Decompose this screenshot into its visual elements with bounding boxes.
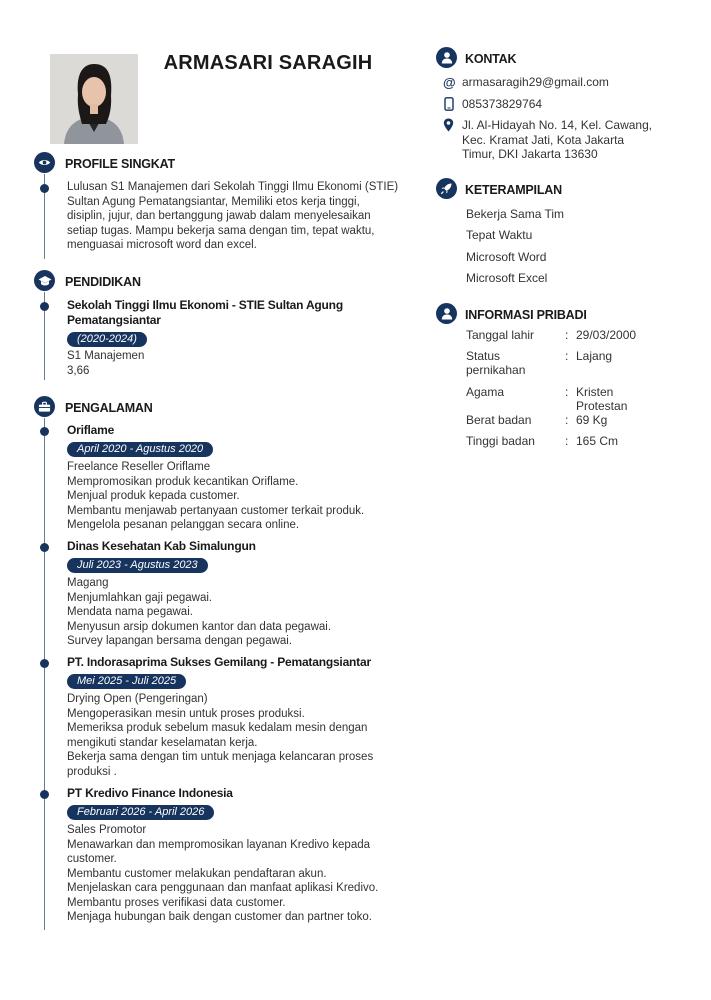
info-value: Lajang xyxy=(576,349,613,363)
resume-name: ARMASARI SARAGIH xyxy=(163,52,373,74)
school-name: Sekolah Tinggi Ilmu Ekonomi - STIE Sultan Agung Pematangsiantar xyxy=(67,298,343,327)
timeline-dot xyxy=(40,659,49,668)
skill-item: Tepat Waktu xyxy=(466,228,533,242)
info-label: Tanggal lahir xyxy=(466,328,535,342)
experience-section-title: PENGALAMAN xyxy=(65,401,153,415)
skill-item: Microsoft Excel xyxy=(466,271,548,285)
education-section-title: PENDIDIKAN xyxy=(65,275,141,289)
location-pin-icon xyxy=(443,118,454,137)
job-company: Oriflame xyxy=(67,423,115,437)
education-period-badge: (2020-2024) xyxy=(67,332,147,347)
education-gpa: 3,66 xyxy=(67,364,90,377)
contact-section-title: KONTAK xyxy=(465,52,517,66)
job-description: Drying Open (Pengeringan) Mengoperasikan mesin untuk proses produksi. Memeriksa produk sebelum masuk kedalam mesin dengan mengikuti standar keselamatan kerja. Bekerja sama dengan tim untuk menjaga kelancaran proses produksi . xyxy=(67,693,374,778)
skill-item: Microsoft Word xyxy=(466,250,547,264)
job-period-badge: Februari 2026 - April 2026 xyxy=(67,805,214,820)
user-icon xyxy=(436,303,457,324)
profile-section-title: PROFILE SINGKAT xyxy=(65,157,175,171)
personal-info-section-title: INFORMASI PRIBADI xyxy=(465,308,587,322)
info-value: Kristen Protestan xyxy=(576,385,628,413)
info-label: Agama xyxy=(466,385,505,399)
at-sign-icon: @ xyxy=(443,75,456,90)
profile-photo xyxy=(50,54,138,144)
contact-email[interactable]: armasaragih29@gmail.com xyxy=(462,75,609,89)
info-colon: : xyxy=(565,328,569,342)
job-period-badge: Juli 2023 - Agustus 2023 xyxy=(67,558,208,573)
skills-section-title: KETERAMPILAN xyxy=(465,183,562,197)
rocket-icon xyxy=(436,178,457,199)
user-icon xyxy=(436,47,457,68)
info-value: 165 Cm xyxy=(576,434,619,448)
summary-line: menguasai microsoft word dan excel. xyxy=(67,239,257,251)
skill-item: Bekerja Sama Tim xyxy=(466,207,565,221)
timeline-dot xyxy=(40,790,49,799)
job-description: Sales Promotor Menawarkan dan mempromosikan layanan Kredivo kepada customer. Membantu customer melakukan pendaftaran akun. Menjelaskan cara penggunaan dan manfaat aplikasi Kredivo. Membantu proses verifikasi data customer. Menjaga hubungan baik dengan customer dan partner toko. xyxy=(67,824,379,923)
job-period-badge: Mei 2025 - Juli 2025 xyxy=(67,674,186,689)
job-description: Freelance Reseller Oriflame Mempromosikan produk kecantikan Oriflame. Menjual produk kepada customer. Membantu menjawab pertanyaan customer terkait produk. Mengelola pesanan pelanggan secara online. xyxy=(67,461,365,531)
summary-line: setiap tugas. Mampu bekerja sama dengan tim, tepat waktu, xyxy=(67,224,375,237)
experience-timeline xyxy=(44,418,45,930)
job-period-badge: April 2020 - Agustus 2020 xyxy=(67,442,213,457)
education-details xyxy=(67,349,144,378)
timeline-dot xyxy=(40,302,49,311)
summary-line: Lulusan S1 Manajemen dari Sekolah Tinggi Ilmu Ekonomi (STIE) xyxy=(67,181,399,193)
contact-address: Jl. Al-Hidayah No. 14, Kel. Cawang, Kec. Kramat Jati, Kota Jakarta Timur, DKI Jakarta 13630 xyxy=(462,118,653,161)
info-label: Status pernikahan xyxy=(466,349,526,377)
summary-line: Sultan Agung Pematangsiantar, Memiliki etos kerja tinggi, xyxy=(67,195,360,208)
info-value: 69 Kg xyxy=(576,413,608,427)
job-description: Magang Menjumlahkan gaji pegawai. Mendata nama pegawai. Menyusun arsip dokumen kantor dan data pegawai. Survey lapangan bersama dengan pegawai. xyxy=(67,577,332,647)
graduation-cap-icon xyxy=(34,270,55,291)
summary-line: disiplin, jujur, dan bertanggung jawab dalam menyelesaikan xyxy=(67,210,371,222)
info-value: 29/03/2000 xyxy=(576,328,637,342)
education-major: S1 Manajemen xyxy=(67,350,145,362)
timeline-dot xyxy=(40,184,49,193)
profile-summary xyxy=(67,180,427,253)
info-colon: : xyxy=(565,434,569,448)
job-company: PT Kredivo Finance Indonesia xyxy=(67,786,233,800)
job-company: PT. Indorasaprima Sukses Gemilang - Pematangsiantar xyxy=(67,655,371,669)
info-label: Berat badan xyxy=(466,413,532,427)
info-colon: : xyxy=(565,413,569,427)
timeline-dot xyxy=(40,543,49,552)
info-colon: : xyxy=(565,349,569,363)
info-colon: : xyxy=(565,385,569,399)
briefcase-icon xyxy=(34,396,55,417)
timeline-dot xyxy=(40,427,49,436)
phone-icon xyxy=(444,97,454,116)
eye-icon xyxy=(34,152,55,173)
job-company: Dinas Kesehatan Kab Simalungun xyxy=(67,539,256,553)
contact-phone[interactable]: 085373829764 xyxy=(462,97,543,111)
info-label: Tinggi badan xyxy=(466,434,535,448)
